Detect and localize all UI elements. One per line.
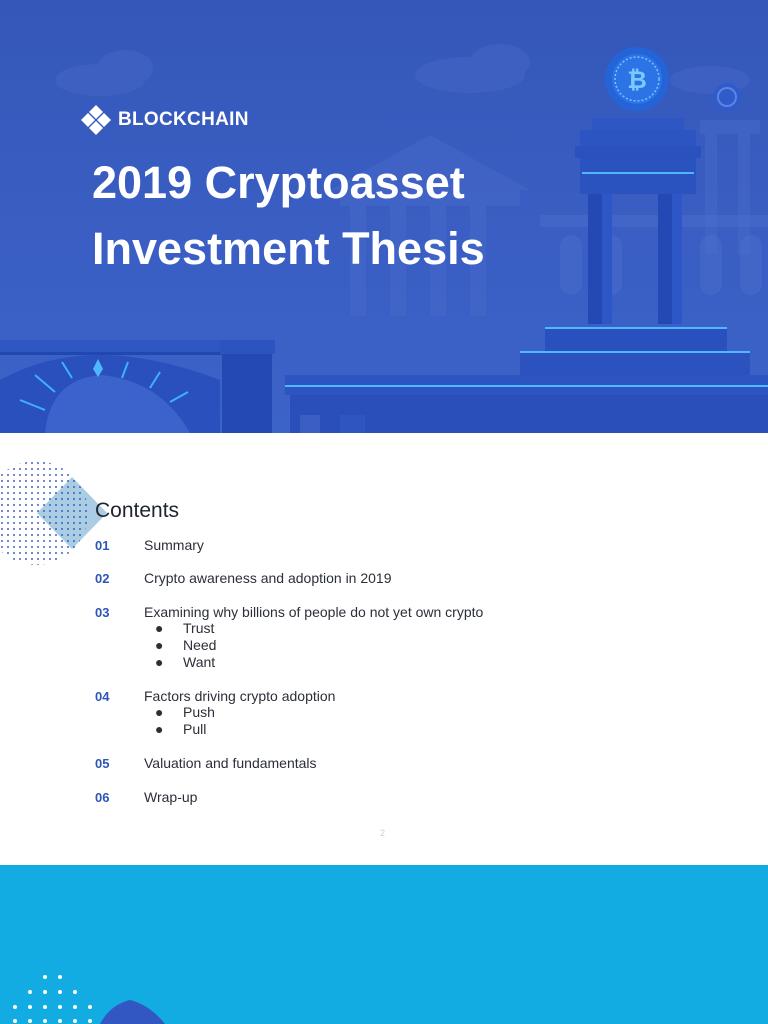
footer-decoration [0,865,768,1024]
next-page-banner [0,865,768,1024]
toc-label: Factors driving crypto adoption [144,688,336,704]
toc-subitem-label: Push [183,704,215,720]
bullet: ● [155,637,164,653]
toc-subitem[interactable] [155,704,215,720]
toc-number: 06 [95,790,110,805]
toc-subitem-label: Need [183,637,217,653]
toc-subitem[interactable] [155,637,216,653]
toc-subitem-label: Trust [183,620,215,636]
decorative-dot-pattern [0,455,110,570]
title-line-1: 2019 Cryptoasset [92,157,465,208]
brand-logo[interactable] [80,104,249,136]
page-title [92,150,612,282]
bullet: ● [155,654,164,670]
bullet: ● [155,620,164,636]
bullet: ● [155,704,164,720]
toc-subitem-label: Want [183,654,216,670]
toc-subitem[interactable] [155,721,206,737]
toc-number: 03 [95,605,110,620]
title-line-2: Investment Thesis [92,223,485,274]
toc-subitem[interactable] [155,620,214,636]
toc-label: Examining why billions of people do not yet own crypto [144,604,484,620]
coin-icon [713,83,741,111]
toc-subitem[interactable] [155,654,215,670]
brand-name: BLOCKCHAIN [118,109,249,130]
toc-label: Crypto awareness and adoption in 2019 [144,570,392,586]
contents-section [0,433,768,865]
toc-number: 04 [95,689,110,704]
bullet: ● [155,721,164,737]
toc-label: Summary [144,537,204,553]
bitcoin-coin-icon [605,47,669,111]
toc-number: 02 [95,571,110,586]
toc-subitem-label: Pull [183,721,207,737]
toc-number: 01 [95,538,110,553]
toc-label: Valuation and fundamentals [144,755,317,771]
contents-heading: Contents [95,499,180,522]
toc-number: 05 [95,756,110,771]
svg-text:₿: ₿ [627,66,647,94]
page-number: 2 [380,828,386,838]
toc-label: Wrap-up [144,789,198,805]
hero-banner [0,0,768,433]
blockchain-logo-icon [80,104,112,136]
